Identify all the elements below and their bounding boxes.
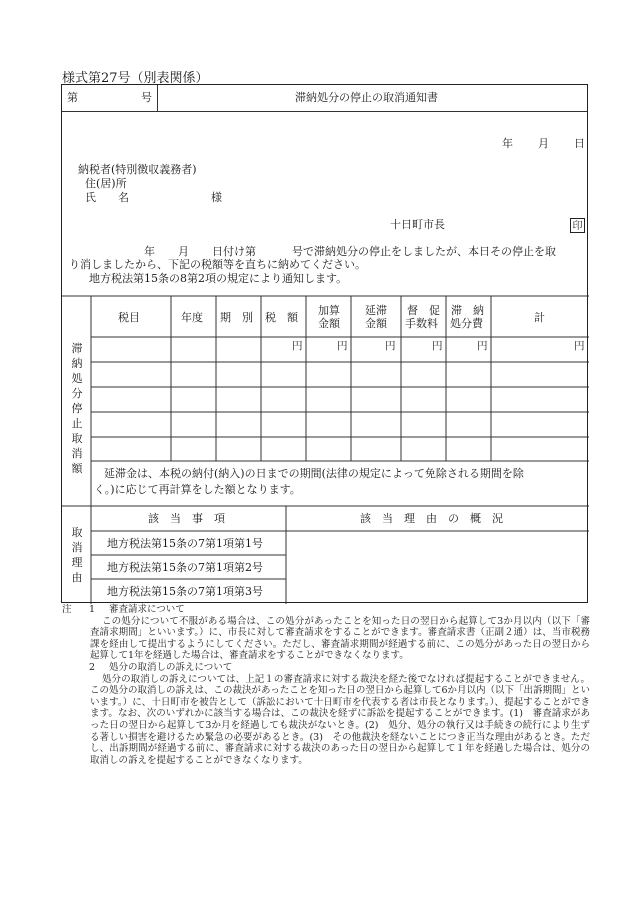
table2-header-reason: 該 当 理 由 の 概 況 <box>360 512 503 525</box>
note-1-body: この処分について不服がある場合は、この処分があったことを知った日の翌日から起算して3か月以内（以下「審査請求期間」といいます。）に、市長に対して審査請求をすることができます。審査請求書（正副２通）は、当市税務課を経由して提出するようにしてください。ただし、審査請求期間が経過する前に、この処分があった日の翌日から起算して1年を経過した場合は、審査請求をすることができなくなります。 <box>90 615 590 662</box>
header-fiscal-year: 年度 <box>181 311 203 324</box>
reason-row-3: 地方税法第15条の7第1項第3号 <box>107 585 263 598</box>
doc-number-suffix: 号 <box>141 91 152 104</box>
form-title: 滞納処分の停止の取消通知書 <box>295 91 438 104</box>
delinquency-note-line-2: く。)に応じて再計算をした額となります。 <box>94 483 301 496</box>
notes-mark: 注 <box>62 604 72 615</box>
date-year: 年 <box>502 137 513 150</box>
unit-yen-disposal: 円 <box>477 340 488 352</box>
header-delinquency-l2: 金額 <box>365 317 387 330</box>
header-additional-l2: 金額 <box>318 317 340 330</box>
table1-side-label: 滞納処分停止取消額 <box>71 342 83 475</box>
header-additional-l1: 加算 <box>318 304 340 317</box>
header-tax-amount: 税 額 <box>265 311 298 324</box>
document-number-cell <box>62 85 158 111</box>
reason-row-1: 地方税法第15条の7第1項第1号 <box>107 537 263 550</box>
footnotes <box>62 604 590 766</box>
delinquency-note-line-1: 延滞金は、本税の納付(納入)の日までの期間(法律の規定によって免除される期間を除 <box>104 467 524 480</box>
note-2-number: 2 <box>89 661 96 673</box>
table2-side-label: 取消理由 <box>71 526 83 584</box>
header-reminder-l2: 手数料 <box>405 317 438 330</box>
note-2-title: 処分の取消しの訴えについて <box>109 661 233 673</box>
name-label: 氏 名 <box>85 191 129 204</box>
body-day: 日付け第 <box>212 245 256 258</box>
reason-row-2: 地方税法第15条の7第1項第2号 <box>107 561 263 574</box>
form-header <box>62 85 587 112</box>
header-reminder-l1: 督 促 <box>407 304 440 317</box>
date-month: 月 <box>538 137 549 150</box>
body-line-3: 地方税法第15条の8第2項の規定により通知します。 <box>89 272 348 285</box>
unit-yen-additional: 円 <box>337 340 348 352</box>
table2-header-item: 該 当 事 項 <box>148 512 225 525</box>
body-month: 月 <box>178 245 189 258</box>
body-go: 号で滞納処分の停止をしましたが、本日その停止を取 <box>292 245 556 258</box>
unit-yen-delinquency: 円 <box>385 340 396 352</box>
note-1-title: 審査請求について <box>109 604 185 615</box>
seal-mark: 印 <box>570 218 585 233</box>
taxpayer-label: 納税者(特別徴収義務者) <box>78 163 197 176</box>
form-number-label: 様式第27号（別表関係） <box>62 71 209 86</box>
header-delinquency-l1: 延滞 <box>365 304 387 317</box>
body-line-2: り消しましたから、下記の税額等を直ちに納めてください。 <box>69 258 366 271</box>
unit-yen-tax: 円 <box>292 340 303 352</box>
doc-number-prefix: 第 <box>67 91 78 104</box>
header-total: 計 <box>534 311 545 324</box>
unit-yen-total: 円 <box>574 340 585 352</box>
mayor-label: 十日町市長 <box>390 218 445 231</box>
date-day: 日 <box>574 137 585 150</box>
note-1-number: 1 <box>89 604 96 615</box>
notice-form <box>61 84 588 603</box>
unit-yen-reminder: 円 <box>432 340 443 352</box>
honorific-sama: 様 <box>211 191 222 204</box>
header-period: 期 別 <box>220 311 253 324</box>
header-disposal-l2: 処分費 <box>450 317 483 330</box>
header-tax-item: 税目 <box>118 311 140 324</box>
header-disposal-l1: 滞 納 <box>451 304 484 317</box>
address-label: 住(居)所 <box>85 177 127 190</box>
note-2-body: 処分の取消しの訴えについては、上記１の審査請求に対する裁決を経た後でなければ提起することができません。この処分の取消しの訴えは、この裁決があったことを知った日の翌日から起算して6か月以内（以下「出訴期間」といいます。）に、十日町市を被告として（訴訟において十日町市を代表する者は市長となります。）、提起することができます。なお、次のいずれかに該当する場合は、この裁決を経ずに訴訟を提起することができます。(1) 審査請求があった日の翌日から起算して3か月を経過しても裁決がないとき。(2) 処分、処分の執行又は手続きの続行により生ずる著しい損害を避けるため緊急の必要があるとき。(3) その他裁決を経ないことにつき正当な理由があるとき。ただし、出訴期間が経過する前に、審査請求に対する裁決のあった日の翌日から起算して１年を経過した場合は、処分の取消しの訴えを提起することができなくなります。 <box>90 673 590 766</box>
body-year: 年 <box>144 245 155 258</box>
